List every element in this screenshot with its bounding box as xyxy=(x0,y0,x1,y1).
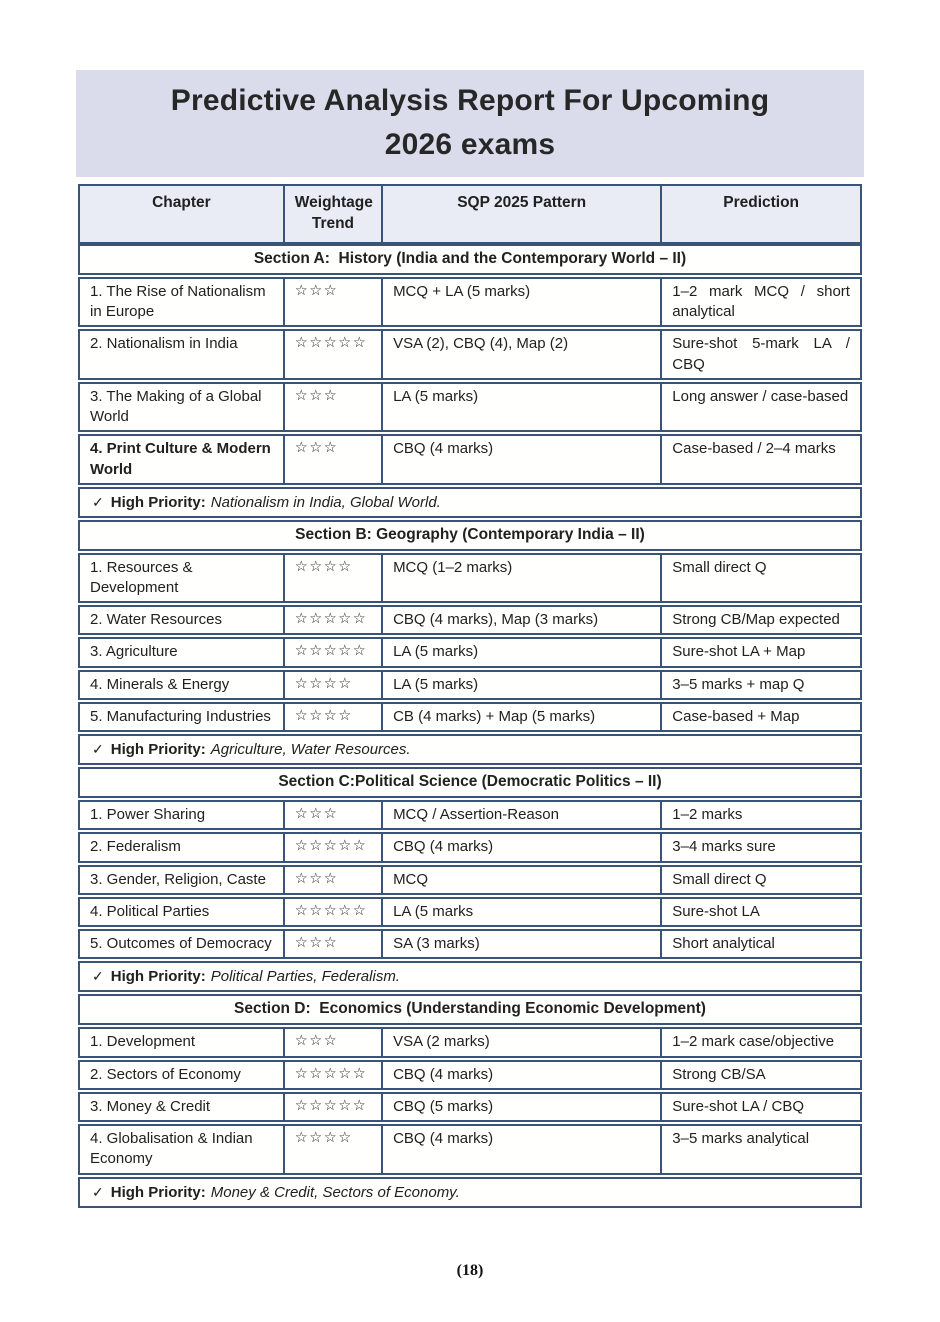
section-title: Section A: History (India and the Contemporary World – II) xyxy=(253,249,687,267)
pattern-cell: LA (5 marks) xyxy=(381,639,660,665)
weightage-stars: ☆☆☆☆ xyxy=(283,704,381,730)
high-priority-text: Agriculture, Water Resources. xyxy=(210,741,411,759)
table-row xyxy=(78,553,862,604)
weightage-stars: ☆☆☆ xyxy=(283,931,381,957)
pattern-cell: MCQ (1–2 marks) xyxy=(381,555,660,602)
high-priority-cell xyxy=(80,736,860,763)
table-row xyxy=(78,702,862,732)
chapter-cell: 4. Minerals & Energy xyxy=(90,675,230,693)
prediction-cell: Sure-shot LA xyxy=(660,899,860,925)
chapter-cell: 4. Political Parties xyxy=(90,902,210,920)
table-row xyxy=(78,329,862,380)
section-header-row xyxy=(78,520,862,551)
section-title: Section B: Geography (Contemporary India – II) xyxy=(295,525,645,543)
chapter-cell: 1. Power Sharing xyxy=(90,806,206,824)
table-row xyxy=(78,1060,862,1090)
table-row xyxy=(78,382,862,433)
prediction-cell: 1–2 mark case/objective xyxy=(660,1029,860,1055)
table-row xyxy=(78,1092,862,1122)
pattern-cell: CBQ (4 marks) xyxy=(381,1126,660,1173)
high-priority-cell xyxy=(80,489,860,516)
table-row xyxy=(78,434,862,485)
predictive-analysis-table xyxy=(78,184,862,1208)
high-priority-row xyxy=(78,734,862,765)
chapter-cell: 3. Money & Credit xyxy=(90,1097,211,1115)
pattern-cell: CBQ (4 marks) xyxy=(381,436,660,483)
weightage-stars: ☆☆☆☆ xyxy=(283,555,381,602)
table-sections xyxy=(78,244,862,1208)
section-title: Section C:Political Science (Democratic Politics – II) xyxy=(278,773,662,791)
section-title: Section D: Economics (Understanding Economic Development) xyxy=(234,1000,706,1018)
pattern-cell: MCQ / Assertion-Reason xyxy=(381,802,660,828)
report-title: Predictive Analysis Report For Upcoming 2026 exams xyxy=(170,84,770,161)
prediction-cell: 3–5 marks analytical xyxy=(660,1126,860,1173)
prediction-cell: 1–2 marks xyxy=(660,802,860,828)
pattern-cell: CBQ (4 marks) xyxy=(381,834,660,860)
prediction-cell: 3–4 marks sure xyxy=(660,834,860,860)
chapter-cell: 5. Manufacturing Industries xyxy=(90,707,271,725)
prediction-cell: Small direct Q xyxy=(660,555,860,602)
pattern-cell: VSA (2), CBQ (4), Map (2) xyxy=(381,331,660,378)
chapter-cell: 3. Agriculture xyxy=(90,643,178,661)
chapter-cell: 2. Federalism xyxy=(90,838,181,856)
prediction-cell: Small direct Q xyxy=(660,867,860,893)
high-priority-label: High Priority: xyxy=(110,493,206,511)
pattern-cell: VSA (2 marks) xyxy=(381,1029,660,1055)
table-row xyxy=(78,897,862,927)
prediction-cell: 1–2 mark MCQ / short analytical xyxy=(660,279,860,326)
weightage-stars: ☆☆☆ xyxy=(283,802,381,828)
chapter-cell: 2. Sectors of Economy xyxy=(90,1065,241,1083)
section-header-row xyxy=(78,244,862,275)
pattern-cell: MCQ xyxy=(381,867,660,893)
weightage-stars: ☆☆☆☆☆ xyxy=(283,607,381,633)
chapter-cell: 2. Water Resources xyxy=(90,611,222,629)
weightage-stars: ☆☆☆☆☆ xyxy=(283,1062,381,1088)
check-icon: ✓ xyxy=(92,493,104,510)
pattern-cell: CB (4 marks) + Map (5 marks) xyxy=(381,704,660,730)
chapter-cell: 1. Development xyxy=(90,1033,196,1051)
prediction-cell: Long answer / case-based xyxy=(660,384,860,431)
high-priority-row xyxy=(78,1177,862,1208)
page-number: (18) xyxy=(456,1262,484,1279)
high-priority-row xyxy=(78,487,862,518)
prediction-cell: Sure-shot LA / CBQ xyxy=(660,1094,860,1120)
table-row xyxy=(78,832,862,862)
chapter-cell: 1. Resources & Development xyxy=(90,558,193,596)
weightage-stars: ☆☆☆ xyxy=(283,436,381,483)
prediction-cell: Short analytical xyxy=(660,931,860,957)
prediction-cell: Case-based + Map xyxy=(660,704,860,730)
weightage-stars: ☆☆☆ xyxy=(283,867,381,893)
weightage-stars: ☆☆☆☆☆ xyxy=(283,331,381,378)
table-row xyxy=(78,800,862,830)
chapter-cell: 5. Outcomes of Democracy xyxy=(90,935,272,953)
chapter-cell: 1. The Rise of Nationalism in Europe xyxy=(90,282,266,321)
chapter-cell: 3. Gender, Religion, Caste xyxy=(90,870,266,888)
pattern-cell: MCQ + LA (5 marks) xyxy=(381,279,660,326)
high-priority-cell xyxy=(80,1179,860,1206)
weightage-stars: ☆☆☆☆☆ xyxy=(283,834,381,860)
column-header-weightage-trend: Weightage Trend xyxy=(283,186,381,242)
table-row xyxy=(78,1124,862,1175)
high-priority-label: High Priority: xyxy=(110,741,206,759)
prediction-cell: Strong CB/SA xyxy=(660,1062,860,1088)
section-header-row xyxy=(78,994,862,1025)
table-row xyxy=(78,670,862,700)
table-row xyxy=(78,637,862,667)
prediction-cell: Sure-shot 5-mark LA / CBQ xyxy=(660,331,860,378)
prediction-cell: 3–5 marks + map Q xyxy=(660,672,860,698)
column-header-chapter: Chapter xyxy=(152,194,211,211)
weightage-stars: ☆☆☆☆☆ xyxy=(283,899,381,925)
table-row xyxy=(78,1027,862,1057)
chapter-cell: 3. The Making of a Global World xyxy=(90,387,262,426)
table-row xyxy=(78,605,862,635)
section-header-row xyxy=(78,767,862,798)
pattern-cell: LA (5 marks) xyxy=(381,384,660,431)
column-header-sqp-pattern: SQP 2025 Pattern xyxy=(381,186,660,242)
high-priority-label: High Priority: xyxy=(110,1183,206,1201)
high-priority-text: Nationalism in India, Global World. xyxy=(210,493,441,511)
chapter-cell: 4. Print Culture & Modern World xyxy=(90,440,271,478)
pattern-cell: CBQ (5 marks) xyxy=(381,1094,660,1120)
pattern-cell: LA (5 marks) xyxy=(381,672,660,698)
pattern-cell: CBQ (4 marks) xyxy=(381,1062,660,1088)
high-priority-cell xyxy=(80,963,860,990)
weightage-stars: ☆☆☆☆☆ xyxy=(283,639,381,665)
prediction-cell: Strong CB/Map expected xyxy=(660,607,860,633)
weightage-stars: ☆☆☆☆☆ xyxy=(283,1094,381,1120)
table-row xyxy=(78,929,862,959)
chapter-cell: 2. Nationalism in India xyxy=(90,335,238,353)
pattern-cell: SA (3 marks) xyxy=(381,931,660,957)
weightage-stars: ☆☆☆ xyxy=(283,279,381,326)
prediction-cell: Case-based / 2–4 marks xyxy=(660,436,860,483)
check-icon: ✓ xyxy=(92,1183,104,1200)
prediction-cell: Sure-shot LA + Map xyxy=(660,639,860,665)
table-row xyxy=(78,277,862,328)
chapter-cell: 4. Globalisation & Indian Economy xyxy=(90,1130,253,1168)
report-title-band xyxy=(76,70,864,177)
pattern-cell: CBQ (4 marks), Map (3 marks) xyxy=(381,607,660,633)
weightage-stars: ☆☆☆ xyxy=(283,1029,381,1055)
pattern-cell: LA (5 marks xyxy=(381,899,660,925)
table-header-row xyxy=(78,184,862,244)
check-icon: ✓ xyxy=(92,741,104,758)
high-priority-label: High Priority: xyxy=(110,968,206,986)
high-priority-text: Political Parties, Federalism. xyxy=(210,968,400,986)
weightage-stars: ☆☆☆☆ xyxy=(283,672,381,698)
high-priority-row xyxy=(78,961,862,992)
table-row xyxy=(78,865,862,895)
check-icon: ✓ xyxy=(92,968,104,985)
column-header-prediction: Prediction xyxy=(660,186,860,242)
weightage-stars: ☆☆☆☆ xyxy=(283,1126,381,1173)
weightage-stars: ☆☆☆ xyxy=(283,384,381,431)
high-priority-text: Money & Credit, Sectors of Economy. xyxy=(210,1183,460,1201)
